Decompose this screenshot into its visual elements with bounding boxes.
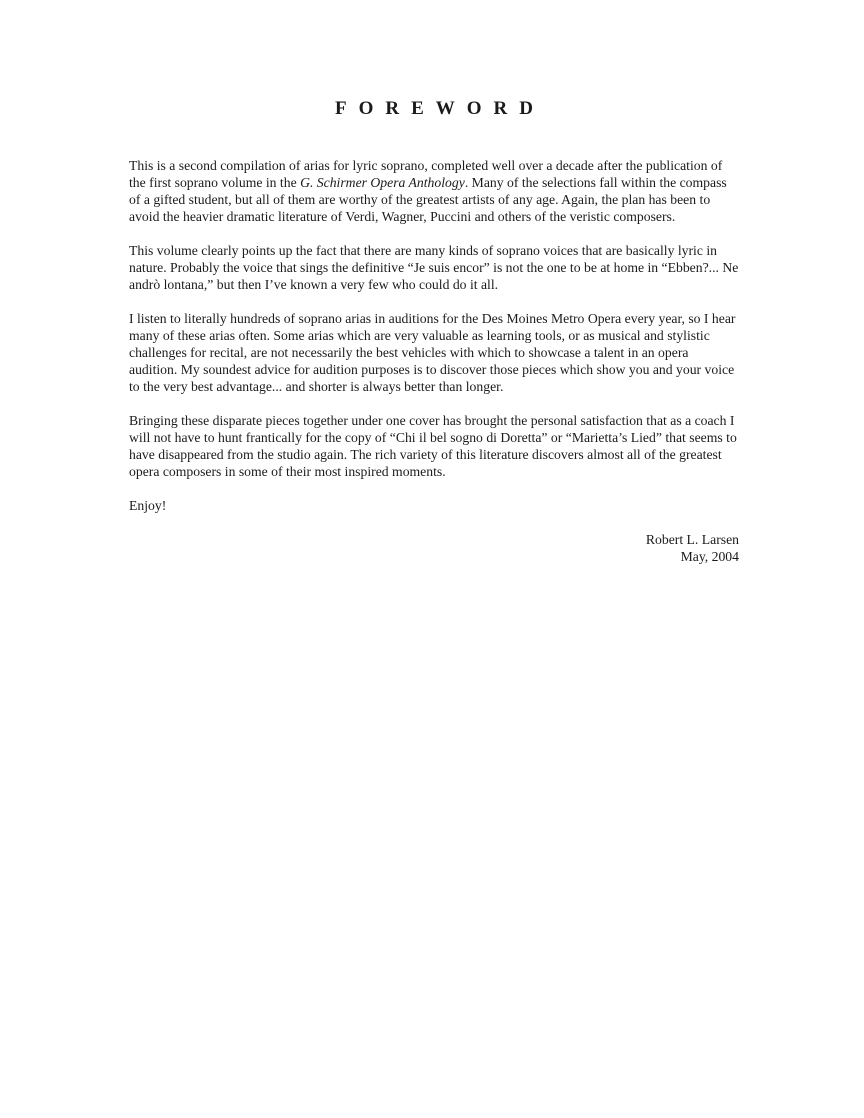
paragraph-5-enjoy: Enjoy! — [129, 498, 167, 513]
paragraph-3: I listen to literally hundreds of soprano arias in auditions for the Des Moines Metro Opera every year, so I hear many of these arias often. Some arias which are very valuable as learning tools, or as musical and stylistic challenges for recital, are not necessarily the best vehicles with which to showcase a talent in an opera audition. My soundest advice for audition purposes is to discover those pieces which show you and your voice to the very best advantage... and shorter is always better than longer. — [129, 311, 736, 394]
paragraph-2: This volume clearly points up the fact that there are many kinds of soprano voices that are basically lyric in nature. Probably the voice that sings the definitive “Je suis encor” is not the one to be at home in “Ebben?... Ne andrò lontana,” but then I’ve known a very few who could do it all. — [129, 243, 739, 292]
paragraph-1-book-title: G. Schirmer Opera Anthology — [300, 175, 465, 190]
paragraph-1-text-before: This is a second compilation of arias for lyric soprano, completed well over a decade after the publication of the first soprano volume in the — [129, 158, 723, 190]
body-text — [129, 157, 739, 514]
signature-name: Robert L. Larsen — [645, 532, 739, 547]
paragraph-4: Bringing these disparate pieces together under one cover has brought the personal satisfaction that as a coach I will not have to hunt frantically for the copy of “Chi il bel sogno di Doretta” or “Marietta’s Lied” that seems to have disappeared from the studio again. The rich variety of this literature discovers almost all of the greatest opera composers in some of their most inspired moments. — [129, 413, 737, 479]
paragraph-1-text-after: . Many of the selections fall within the compass of a gifted student, but all of them are worthy of the greatest artists of any age. Again, the plan has been to avoid the heavier dramatic literature of Verdi, Wagner, Puccini and others of the veristic composers. — [129, 175, 727, 224]
text-column — [129, 0, 739, 565]
signature-block — [129, 531, 739, 565]
signature-date: May, 2004 — [680, 549, 739, 564]
paragraph-1 — [129, 157, 739, 225]
page-title: FOREWORD — [335, 98, 545, 119]
